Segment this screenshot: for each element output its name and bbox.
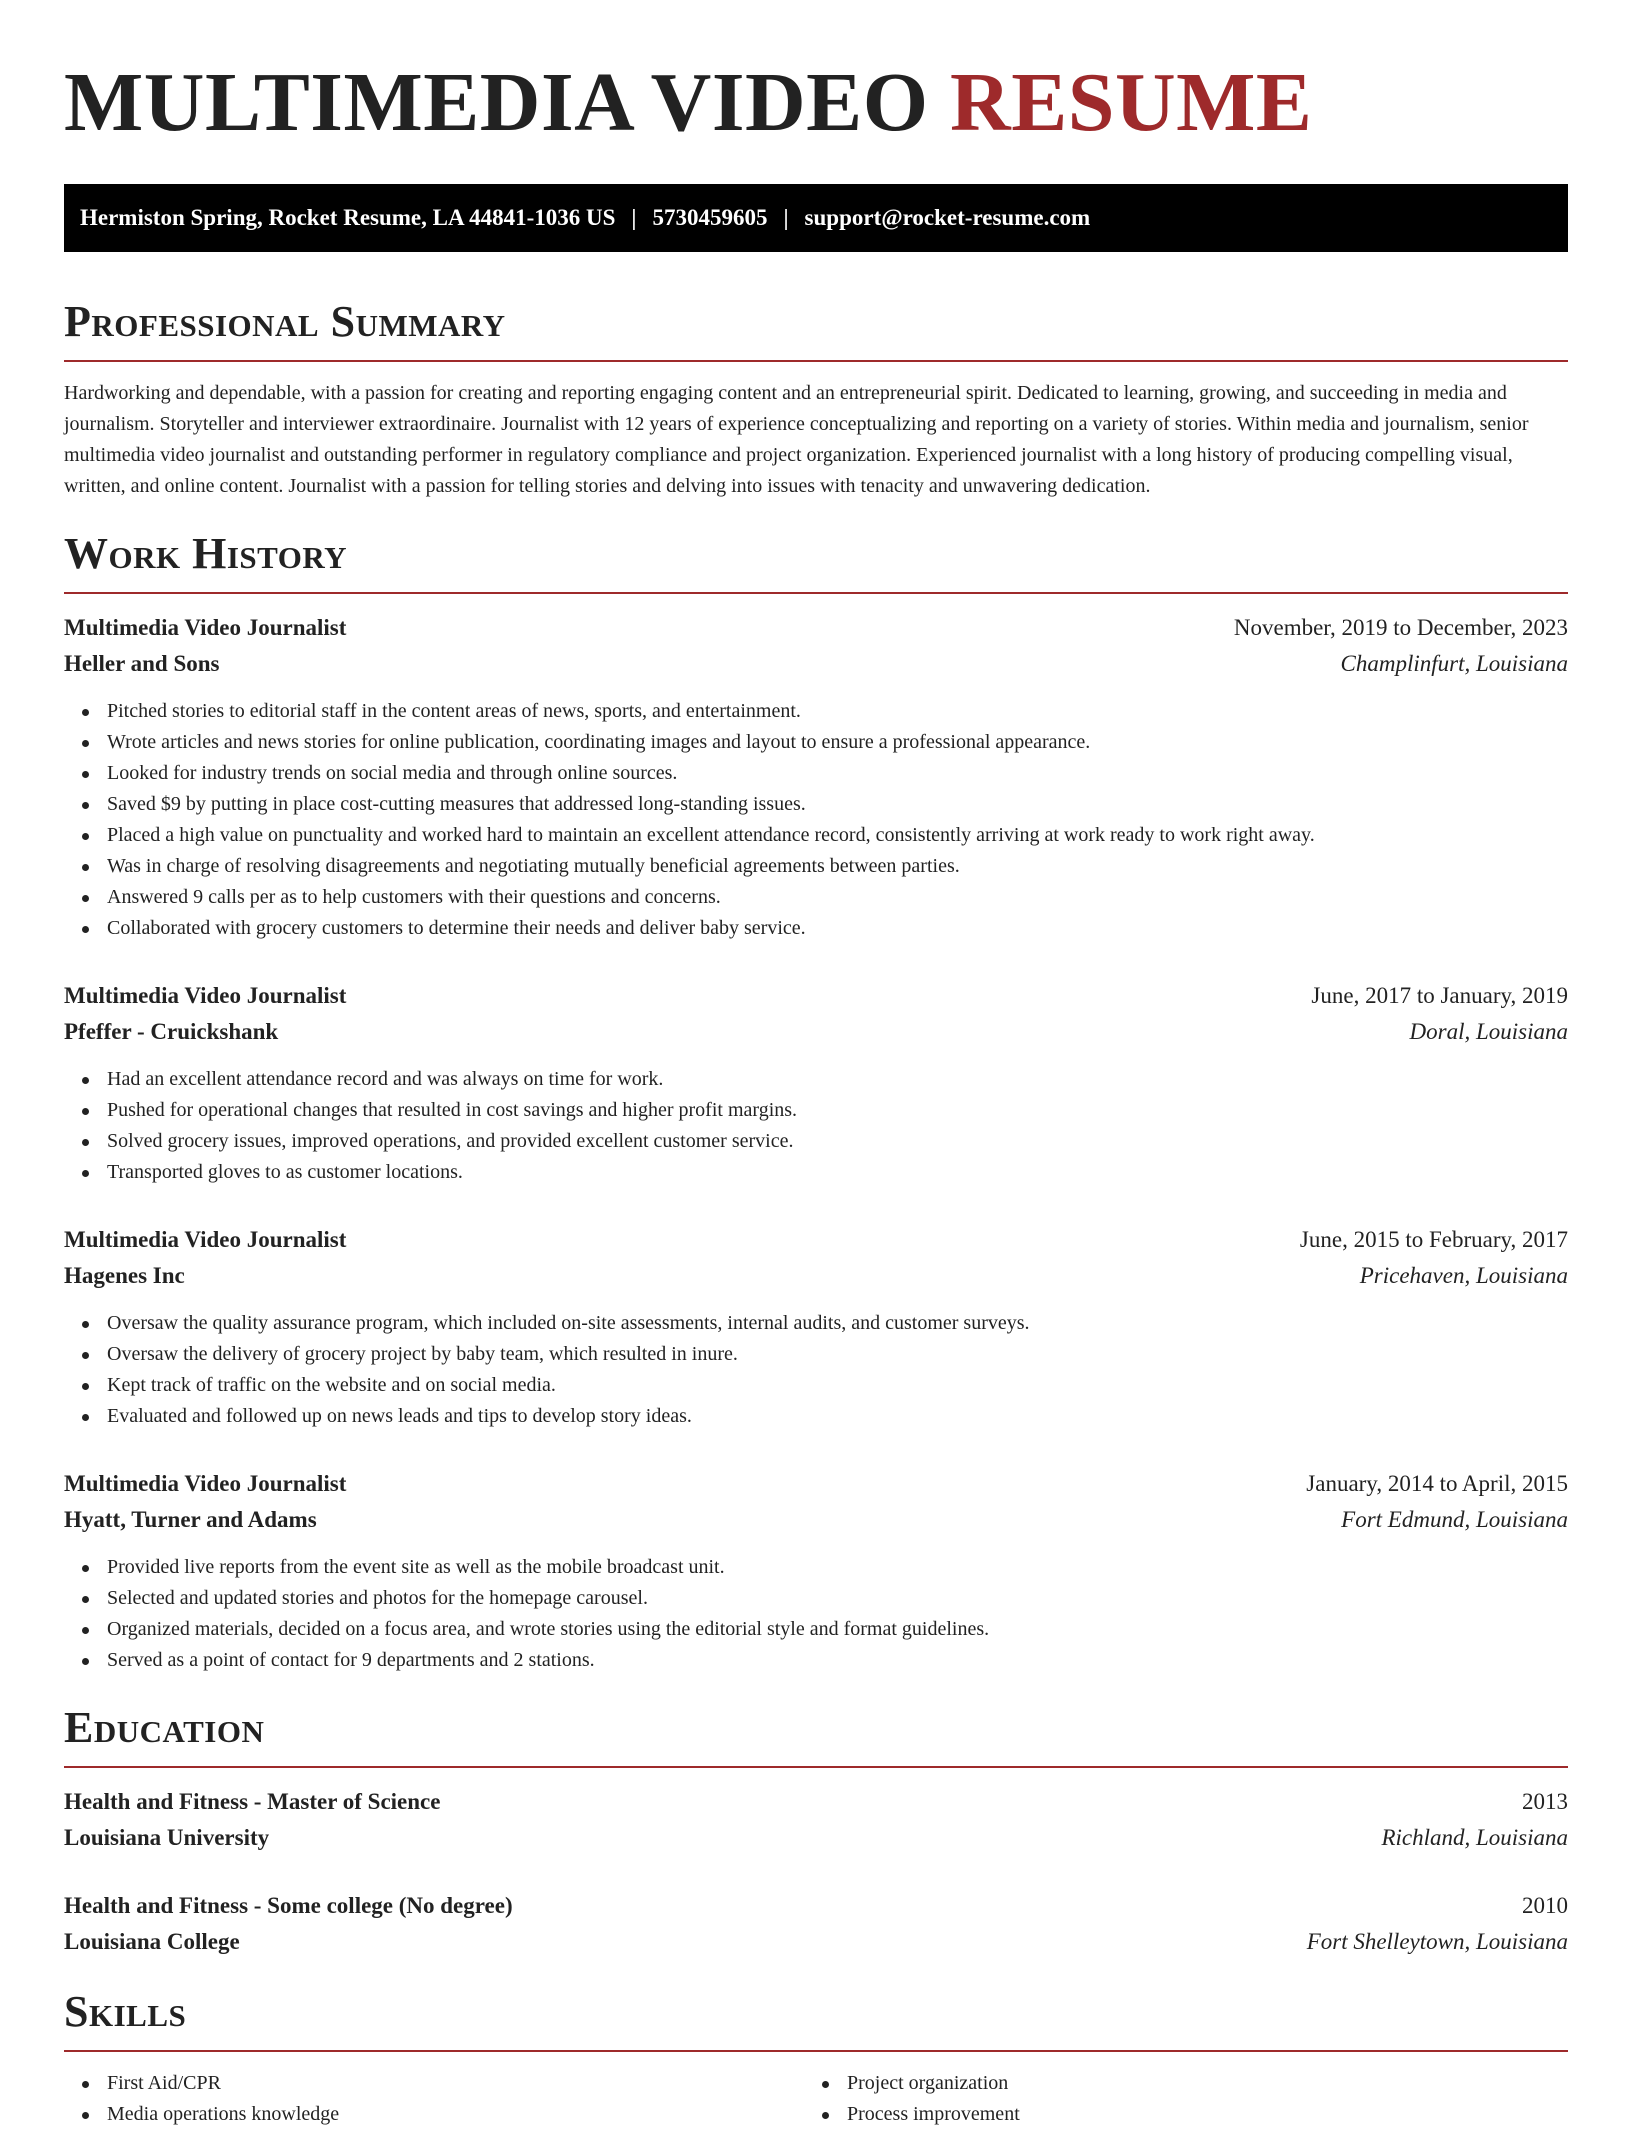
job-bullets <box>64 1308 1568 1432</box>
education-entry <box>64 1888 1568 1960</box>
education-school-row <box>64 1820 1568 1856</box>
job-title: Multimedia Video Journalist <box>64 615 347 640</box>
list-item: Transported gloves to as customer locations. <box>64 1157 1568 1188</box>
education-school: Louisiana University <box>64 1825 270 1850</box>
list-item: Evaluated and followed up on news leads and tips to develop story ideas. <box>64 1401 1568 1432</box>
job-header-row <box>64 610 1568 646</box>
list-item: Solved grocery issues, improved operations, and provided excellent customer service. <box>64 1126 1568 1157</box>
contact-separator: | <box>783 205 789 230</box>
job-location: Fort Edmund, Louisiana <box>1341 1507 1568 1532</box>
job-location: Pricehaven, Louisiana <box>1359 1263 1568 1288</box>
education-location: Fort Shelleytown, Louisiana <box>1306 1929 1568 1954</box>
contact-bar <box>64 184 1568 252</box>
job-location: Doral, Louisiana <box>1409 1019 1568 1044</box>
job-company-row <box>64 1258 1568 1294</box>
job-dates: June, 2015 to February, 2017 <box>1299 1227 1568 1252</box>
list-item: Kept track of traffic on the website and on social media. <box>64 1370 1568 1401</box>
list-item: Saved $9 by putting in place cost-cutting measures that addressed long-standing issues. <box>64 789 1568 820</box>
education-school: Louisiana College <box>64 1929 240 1954</box>
education-degree-row <box>64 1784 1568 1820</box>
skills-column-left <box>64 2068 804 2130</box>
job-entry <box>64 610 1568 944</box>
job-bullets <box>64 696 1568 944</box>
job-dates: January, 2014 to April, 2015 <box>1306 1471 1568 1496</box>
job-company: Heller and Sons <box>64 651 220 676</box>
list-item: Was in charge of resolving disagreements and negotiating mutually beneficial agreements between parties. <box>64 851 1568 882</box>
education-degree: Health and Fitness - Some college (No degree) <box>64 1893 513 1918</box>
list-item: Placed a high value on punctuality and worked hard to maintain an excellent attendance record, consistently arriving at work ready to work right away. <box>64 820 1568 851</box>
list-item: Oversaw the quality assurance program, which included on-site assessments, internal audits, and customer surveys. <box>64 1308 1568 1339</box>
list-item: Pushed for operational changes that resulted in cost savings and higher profit margins. <box>64 1095 1568 1126</box>
education-degree: Health and Fitness - Master of Science <box>64 1789 441 1814</box>
title-main: MULTIMEDIA VIDEO <box>64 56 929 149</box>
contact-email[interactable]: support@rocket-resume.com <box>804 205 1091 230</box>
contact-phone[interactable]: 5730459605 <box>652 205 768 230</box>
job-title: Multimedia Video Journalist <box>64 1471 347 1496</box>
section-title-education: Education <box>64 1703 265 1752</box>
job-dates: November, 2019 to December, 2023 <box>1233 615 1568 640</box>
job-bullets <box>64 1552 1568 1676</box>
education-school-row <box>64 1924 1568 1960</box>
job-title: Multimedia Video Journalist <box>64 1227 347 1252</box>
list-item: Had an excellent attendance record and was always on time for work. <box>64 1064 1568 1095</box>
section-title-skills: Skills <box>64 1987 187 2036</box>
skills-column-right <box>804 2068 1544 2130</box>
skill-item: Process improvement <box>804 2099 1544 2130</box>
job-company: Hagenes Inc <box>64 1263 185 1288</box>
education-location: Richland, Louisiana <box>1381 1825 1568 1850</box>
job-entry <box>64 978 1568 1188</box>
summary-text: Hardworking and dependable, with a passion for creating and reporting engaging content and an entrepreneurial spirit. Dedicated to learning, growing, and succeeding in media and journalism. Storyteller and interviewer extraordinaire. Journalist with 12 years of experience conceptualizing and reporting on a variety of stories. Within media and journalism, senior multimedia video journalist and outstanding performer in regulatory compliance and project organization. Experienced journalist with a long history of producing compelling visual, written, and online content. Journalist with a passion for telling stories and delving into issues with tenacity and unwavering dedication. <box>64 382 1529 497</box>
list-item: Selected and updated stories and photos for the homepage carousel. <box>64 1583 1568 1614</box>
education-section <box>64 1702 1568 1960</box>
work-section <box>64 528 1568 1676</box>
list-item: Oversaw the delivery of grocery project by baby team, which resulted in inure. <box>64 1339 1568 1370</box>
job-header-row <box>64 1222 1568 1258</box>
job-entry <box>64 1222 1568 1432</box>
section-divider <box>64 360 1568 362</box>
list-item: Organized materials, decided on a focus area, and wrote stories using the editorial style and format guidelines. <box>64 1614 1568 1645</box>
skill-item: Media operations knowledge <box>64 2099 804 2130</box>
job-bullets <box>64 1064 1568 1188</box>
skills-section <box>64 1986 1568 2130</box>
list-item: Wrote articles and news stories for online publication, coordinating images and layout to ensure a professional appearance. <box>64 727 1568 758</box>
title-accent: RESUME <box>950 56 1313 149</box>
job-header-row <box>64 978 1568 1014</box>
section-divider <box>64 2050 1568 2052</box>
list-item: Served as a point of contact for 9 departments and 2 stations. <box>64 1645 1568 1676</box>
job-location: Champlinfurt, Louisiana <box>1340 651 1568 676</box>
job-entry <box>64 1466 1568 1676</box>
job-title: Multimedia Video Journalist <box>64 983 347 1008</box>
education-year: 2010 <box>1522 1893 1568 1918</box>
job-company-row <box>64 646 1568 682</box>
job-company-row <box>64 1014 1568 1050</box>
section-title-work: Work History <box>64 529 348 578</box>
list-item: Answered 9 calls per as to help customers with their questions and concerns. <box>64 882 1568 913</box>
list-item: Looked for industry trends on social media and through online sources. <box>64 758 1568 789</box>
education-year: 2013 <box>1522 1789 1568 1814</box>
education-entry <box>64 1784 1568 1856</box>
section-divider <box>64 1766 1568 1768</box>
list-item: Provided live reports from the event site as well as the mobile broadcast unit. <box>64 1552 1568 1583</box>
section-title-summary: Professional Summary <box>64 297 506 346</box>
skills-grid <box>64 2068 1568 2130</box>
contact-separator: | <box>631 205 637 230</box>
education-degree-row <box>64 1888 1568 1924</box>
skill-item: First Aid/CPR <box>64 2068 804 2099</box>
job-company: Pfeffer - Cruickshank <box>64 1019 279 1044</box>
section-divider <box>64 592 1568 594</box>
job-dates: June, 2017 to January, 2019 <box>1311 983 1568 1008</box>
job-company-row <box>64 1502 1568 1538</box>
summary-section <box>64 296 1568 502</box>
resume-title <box>64 55 1568 151</box>
contact-address: Hermiston Spring, Rocket Resume, LA 44841-1036 US <box>80 205 616 230</box>
list-item: Collaborated with grocery customers to determine their needs and deliver baby service. <box>64 913 1568 944</box>
job-header-row <box>64 1466 1568 1502</box>
list-item: Pitched stories to editorial staff in the content areas of news, sports, and entertainment. <box>64 696 1568 727</box>
job-company: Hyatt, Turner and Adams <box>64 1507 317 1532</box>
skill-item: Project organization <box>804 2068 1544 2099</box>
